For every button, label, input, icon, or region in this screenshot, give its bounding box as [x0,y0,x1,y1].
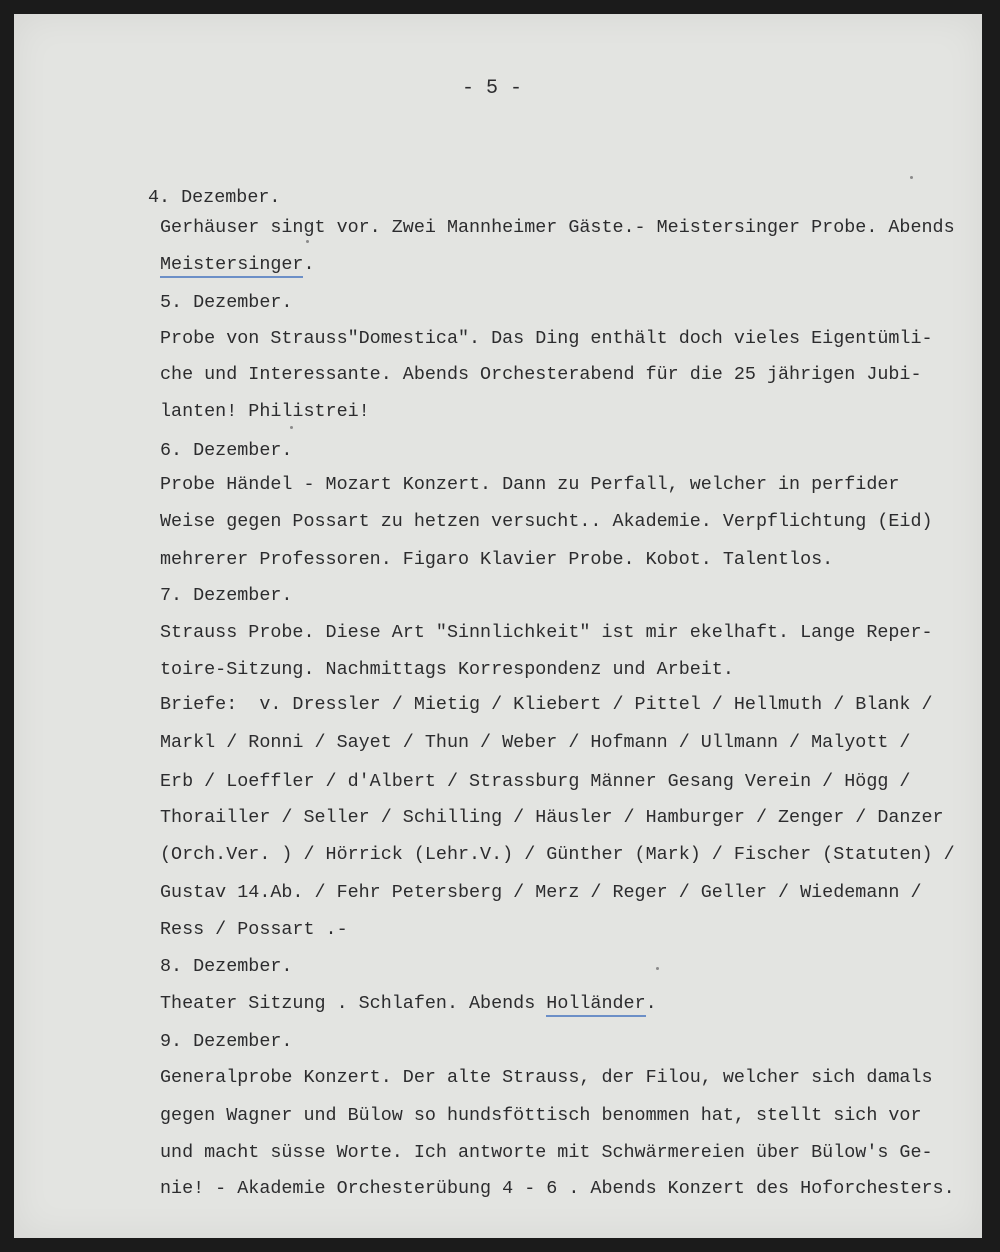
document-page [14,14,982,1238]
paper-speck [306,240,309,243]
underlined-title-meistersinger: Meistersinger [160,254,303,278]
paper-speck [910,176,913,179]
letters-line: Gustav 14.Ab. / Fehr Petersberg / Merz / Reger / Geller / Wiedemann / [160,882,922,903]
text-line: toire-Sitzung. Nachmittags Korrespondenz und Arbeit. [160,659,734,680]
underlined-title-hollaender: Holländer [546,993,645,1017]
date-heading: 7. Dezember. [160,585,293,606]
text-line: Generalprobe Konzert. Der alte Strauss, der Filou, welcher sich damals [160,1067,933,1088]
text-line: Meistersinger. [160,256,315,274]
text-line: nie! - Akademie Orchesterübung 4 - 6 . Abends Konzert des Hoforchesters. [160,1178,955,1199]
text-line: Weise gegen Possart zu hetzen versucht.. Akademie. Verpflichtung (Eid) [160,511,933,532]
paper-speck [656,967,659,970]
date-heading: 5. Dezember. [160,292,293,313]
letters-line: Briefe: v. Dressler / Mietig / Kliebert / Pittel / Hellmuth / Blank / [160,694,933,715]
text-line: gegen Wagner und Bülow so hundsföttisch benommen hat, stellt sich vor [160,1105,922,1126]
text-line: Probe von Strauss"Domestica". Das Ding enthält doch vieles Eigentümli- [160,328,933,349]
date-heading: 6. Dezember. [160,440,293,461]
text-line: Probe Händel - Mozart Konzert. Dann zu Perfall, welcher in perfider [160,474,900,495]
page-number: - 5 - [462,77,523,100]
text-line: Gerhäuser singt vor. Zwei Mannheimer Gäste.- Meistersinger Probe. Abends [160,217,955,238]
date-heading: 9. Dezember. [160,1031,293,1052]
date-heading: 4. Dezember. [148,187,281,208]
letters-line: Markl / Ronni / Sayet / Thun / Weber / Hofmann / Ullmann / Malyott / [160,732,911,753]
letters-line: Erb / Loeffler / d'Albert / Strassburg Männer Gesang Verein / Högg / [160,771,911,792]
letters-line: Ress / Possart .- [160,919,348,940]
paper-speck [290,426,293,429]
date-heading: 8. Dezember. [160,956,293,977]
text-line: che und Interessante. Abends Orchesterabend für die 25 jährigen Jubi- [160,364,922,385]
letters-line: (Orch.Ver. ) / Hörrick (Lehr.V.) / Günther (Mark) / Fischer (Statuten) / [160,844,955,865]
text-line: und macht süsse Worte. Ich antworte mit Schwärmereien über Bülow's Ge- [160,1142,933,1163]
text-line: Theater Sitzung . Schlafen. Abends Holländer. [160,995,657,1013]
text-line: mehrerer Professoren. Figaro Klavier Probe. Kobot. Talentlos. [160,549,834,570]
letters-line: Thorailler / Seller / Schilling / Häusler / Hamburger / Zenger / Danzer [160,807,944,828]
text-line: Strauss Probe. Diese Art "Sinnlichkeit" ist mir ekelhaft. Lange Reper- [160,622,933,643]
text-line: lanten! Philistrei! [160,401,370,422]
